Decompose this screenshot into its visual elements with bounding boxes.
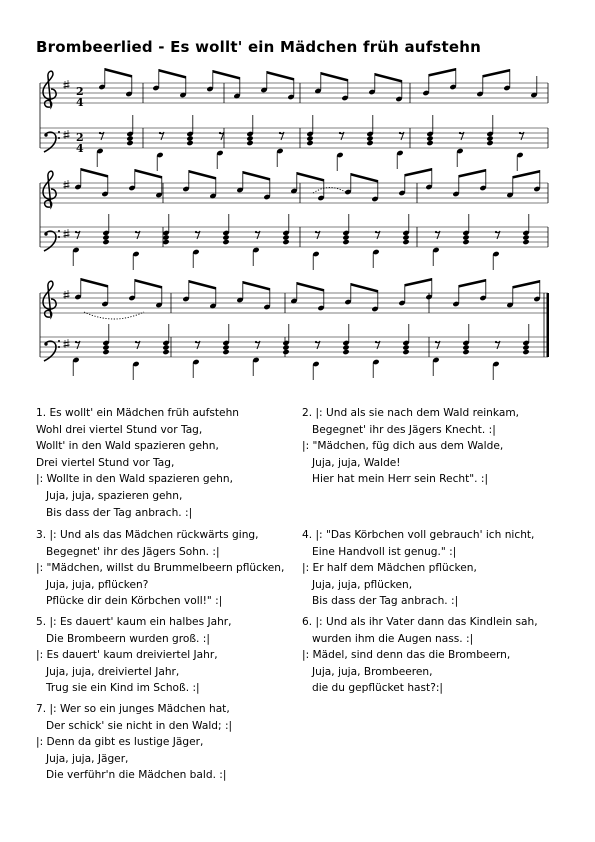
- verse-line: Bis dass der Tag anbrach. :|: [46, 506, 193, 519]
- beam: [513, 170, 540, 179]
- eighth-rest: [135, 341, 137, 343]
- verse-line: |: Er half dem Mädchen pflücken,: [302, 562, 477, 575]
- eighth-rest: [99, 132, 101, 134]
- eighth-rest: [519, 132, 521, 134]
- beam: [81, 168, 108, 178]
- verse-7: [36, 701, 232, 784]
- eighth-rest: [375, 341, 377, 343]
- verse-line: Begegnet' ihr des Jägers Sohn. :|: [46, 545, 220, 558]
- verse-line: Wollt' in den Wald spazieren gehn,: [36, 440, 219, 453]
- beam: [297, 172, 324, 182]
- verse-line: Juja, juja, Brombeeren,: [312, 665, 433, 678]
- beam: [189, 170, 216, 180]
- beam: [351, 173, 378, 183]
- beam: [213, 70, 240, 80]
- verse-line: wurden ihm die Augen nass. :|: [312, 632, 474, 645]
- eighth-rest: [495, 231, 497, 233]
- bass-clef: [58, 131, 60, 133]
- music-score: [0, 0, 595, 380]
- eighth-rest: [195, 341, 197, 343]
- verse-line: |: "Mädchen, willst du Brummelbeern pflücken,: [36, 562, 285, 575]
- bass-clef: [58, 236, 60, 238]
- beam: [405, 278, 432, 287]
- beam: [243, 171, 270, 181]
- eighth-rest: [315, 341, 317, 343]
- beam: [405, 168, 432, 177]
- beam: [459, 169, 486, 178]
- beam: [513, 280, 540, 289]
- verse-line: Juja, juja, Jäger,: [46, 752, 129, 765]
- verse-line: Wohl drei viertel Stund vor Tag,: [36, 423, 203, 436]
- bass-clef: [58, 230, 60, 232]
- bass-clef: [58, 346, 60, 348]
- verse-line: Bis dass der Tag anbrach. :|: [312, 595, 459, 608]
- verse-line: |: Mädel, sind denn das die Brombeern,: [302, 649, 511, 662]
- eighth-rest: [75, 231, 77, 233]
- beam: [135, 169, 162, 179]
- beam: [351, 283, 378, 293]
- verse-3: [36, 527, 284, 610]
- eighth-rest: [339, 132, 341, 134]
- verse-line: 3. |: Und als das Mädchen rückwärts ging,: [36, 529, 259, 541]
- eighth-rest: [315, 231, 317, 233]
- beam: [159, 69, 186, 79]
- time-signature-top: 2: [76, 131, 84, 144]
- beam: [135, 279, 162, 289]
- eighth-rest: [219, 132, 221, 134]
- sharp-sign: [64, 235, 70, 236]
- bass-clef: [44, 342, 47, 345]
- verse-line: Juja, juja, pflücken,: [312, 578, 413, 591]
- eighth-rest: [495, 341, 497, 343]
- verse-line: Trug sie ein Kind im Schoß. :|: [46, 682, 200, 695]
- verse-4: [302, 527, 534, 610]
- time-signature: [76, 85, 84, 155]
- beam: [243, 281, 270, 291]
- verse-line: Die verführ'n die Mädchen bald. :|: [46, 769, 227, 782]
- verse-line: 5. |: Es dauert' kaum ein halbes Jahr,: [36, 616, 232, 628]
- beam: [297, 282, 324, 292]
- verse-line: |: "Mädchen, füg dich aus dem Walde,: [302, 440, 504, 453]
- verse-line: |: Denn da gibt es lustige Jäger,: [36, 736, 204, 749]
- eighth-rest: [255, 231, 257, 233]
- eighth-rest: [435, 341, 437, 343]
- time-signature-bottom: 4: [76, 142, 84, 155]
- slur: [313, 188, 347, 194]
- verse-line: Begegnet' ihr des Jägers Knecht. :|: [312, 423, 496, 436]
- sharp-sign: [64, 136, 70, 137]
- verse-line: 1. Es wollt' ein Mädchen früh aufstehn: [36, 407, 239, 419]
- beam: [429, 68, 456, 77]
- verse-line: 2. |: Und als sie nach dem Wald reinkam,: [302, 407, 520, 419]
- sharp-sign: [64, 296, 70, 297]
- verse-line: |: Es dauert' kaum dreiviertel Jahr,: [36, 649, 218, 662]
- verse-6: [302, 614, 538, 697]
- treble-clef: [43, 171, 56, 207]
- verse-line: Pflücke dir dein Körbchen voll!" :|: [46, 595, 223, 608]
- verse-line: Eine Handvoll ist genug." :|: [312, 545, 457, 558]
- eighth-rest: [459, 132, 461, 134]
- treble-clef: [43, 71, 56, 107]
- beam: [81, 278, 108, 288]
- sharp-sign: [64, 86, 70, 87]
- sharp-sign: [64, 186, 70, 187]
- bass-clef: [58, 340, 60, 342]
- verse-line: 7. |: Wer so ein junges Mädchen hat,: [36, 703, 230, 715]
- verse-line: die du gepflücket hast?:|: [312, 682, 443, 695]
- bass-clef: [44, 232, 47, 235]
- verse-5: [36, 614, 232, 697]
- verse-line: 6. |: Und als ihr Vater dann das Kindlein sah,: [302, 616, 538, 628]
- beam: [483, 69, 510, 78]
- eighth-rest: [399, 132, 401, 134]
- eighth-rest: [75, 341, 77, 343]
- eighth-rest: [135, 231, 137, 233]
- eighth-rest: [159, 132, 161, 134]
- verse-line: Juja, juja, Walde!: [312, 456, 401, 469]
- eighth-rest: [279, 132, 281, 134]
- bass-clef: [58, 137, 60, 139]
- verse-line: Juja, juja, spazieren gehn,: [46, 489, 183, 502]
- beam: [267, 71, 294, 81]
- bass-clef: [44, 133, 47, 136]
- verse-line: Juja, juja, pflücken?: [46, 578, 149, 591]
- verse-1: [36, 405, 239, 521]
- treble-clef: [43, 281, 56, 317]
- sharp-sign: [64, 345, 70, 346]
- verse-line: Juja, juja, dreiviertel Jahr,: [46, 665, 180, 678]
- beam: [459, 279, 486, 288]
- verse-line: Hier hat mein Herr sein Recht". :|: [312, 473, 489, 486]
- time-signature-bottom: 4: [76, 96, 84, 109]
- verse-line: Der schick' sie nicht in den Wald; :|: [46, 719, 233, 732]
- beam: [321, 72, 348, 82]
- final-bar-line: [547, 293, 550, 357]
- score-notation: [40, 68, 549, 380]
- eighth-rest: [255, 341, 257, 343]
- time-signature-top: 2: [76, 85, 84, 98]
- beam: [105, 68, 132, 78]
- verse-line: 4. |: "Das Körbchen voll gebrauch' ich nicht,: [302, 529, 535, 541]
- verse-line: |: Wollte in den Wald spazieren gehn,: [36, 473, 233, 486]
- verse-line: Die Brombeern wurden groß. :|: [46, 632, 210, 645]
- eighth-rest: [435, 231, 437, 233]
- eighth-rest: [195, 231, 197, 233]
- beam: [375, 73, 402, 83]
- verse-line: Drei viertel Stund vor Tag,: [36, 456, 175, 469]
- verse-2: [302, 405, 519, 488]
- eighth-rest: [375, 231, 377, 233]
- page-title: Brombeerlied - Es wollt' ein Mädchen früh aufstehn: [36, 38, 482, 56]
- beam: [189, 280, 216, 290]
